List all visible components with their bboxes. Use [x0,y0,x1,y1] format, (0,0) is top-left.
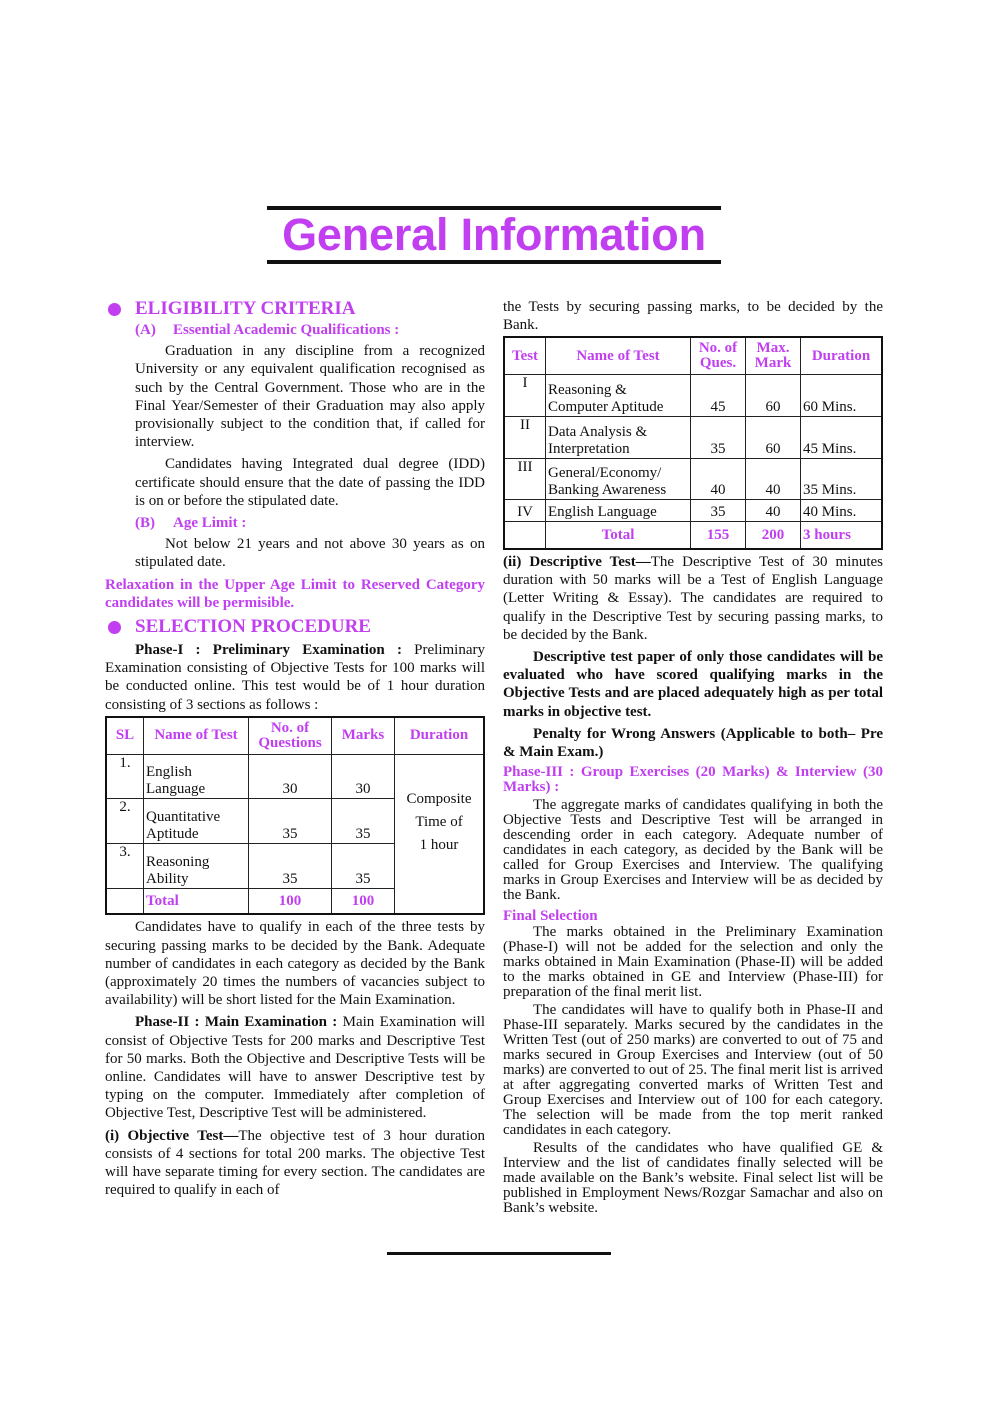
phase3-paragraph: The aggregate marks of candidates qualifying in both the Objective Tests and Descriptive Test will be arranged in descending order in each category. Adequate number of candidates in each category, as decided by the Bank will be called for Group Exercises and Interview. The qualifying marks in Group Exercises and Interview will be as decided by the Bank. [503,797,883,904]
objective-text: The objective test of 3 hour duration consists of 4 sections for total 200 marks. The objective Test will have separate timing for every section. The candidates are required to qualify in each of [105,1127,485,1199]
header-duration: Duration [801,337,883,375]
qualifications-subheading [105,321,485,339]
cell-questions: 35 [249,843,332,888]
duration-line: Composite [406,791,472,808]
subheading-label: (A) [135,322,156,338]
bullet-icon [108,621,121,634]
table-row [504,500,882,522]
final-selection-heading: Final Selection [503,908,598,925]
cell-empty [504,522,546,549]
name-line: Aptitude [146,825,199,842]
selection-heading-text: SELECTION PROCEDURE [135,616,371,638]
cell-duration: 35 Mins. [801,459,883,500]
header-duration: Duration [395,717,485,755]
table-header-row [504,337,882,375]
continued-paragraph: the Tests by securing passing marks, to be decided by the Bank. [503,299,883,334]
phase2-text: Main Examination will consist of Objective Tests for 200 marks and Descriptive Test for 50 marks. Both the Objective and Descriptive Tests will be online. Candidates will have to answer Descriptive test by typing on the computer. Immediately after completion of Objective Test, Descriptive Test will be administered. [105,1014,485,1122]
page-title-block [267,206,721,264]
header-name: Name of Test [546,337,691,375]
header-marks: Max. Mark [746,337,801,375]
eligibility-heading [105,298,485,320]
name-line: Language [146,780,206,797]
selection-heading [105,616,485,638]
penalty-note: Penalty for Wrong Answers (Applicable to both– Pre & Main Exam.) [503,725,883,760]
cell-marks: 40 [746,459,801,500]
cell-name [144,843,249,888]
cell-sl: 1. [106,754,144,798]
phase3-heading: Phase-III : Group Exercises (20 Marks) & Interview (30 Marks) : [503,764,883,796]
name-line: Computer Aptitude [548,399,664,416]
eligibility-heading-text: ELIGIBILITY CRITERIA [135,298,356,319]
name-line: Data Analysis & [548,424,648,441]
final-paragraph-3: Results of the candidates who have qualified GE & Interview and the list of candidates finally selected will be made available on the Bank’s website. Final select list will be published in Employment News/Rozgar Samachar and also on Bank’s website. [503,1140,883,1217]
cell-duration: 60 Mins. [801,375,883,417]
cell-questions: 35 [691,500,746,522]
total-marks: 100 [332,888,395,914]
cell-marks: 30 [332,754,395,798]
phase2-paragraph [105,1013,485,1122]
total-marks: 200 [746,522,801,549]
cell-questions: 40 [691,459,746,500]
table-row [106,754,484,798]
cell-empty [106,888,144,914]
name-line: General/Economy/ [548,465,662,482]
objective-label: (i) Objective Test— [105,1127,239,1144]
cell-test: I [504,375,546,417]
cell-name [546,417,691,459]
cell-name [546,375,691,417]
cell-marks: 35 [332,798,395,843]
cell-questions: 35 [691,417,746,459]
duration-line: 1 hour [419,837,459,854]
header-sl: SL [106,717,144,755]
age-limit-paragraph: Not below 21 years and not above 30 years as on stipulated date. [135,536,485,571]
name-line: Reasoning & [548,382,627,399]
total-duration: 3 hours [801,522,883,549]
bullet-icon [108,303,121,316]
header-questions: No. of Ques. [691,337,746,375]
cell-marks: 35 [332,843,395,888]
cell-sl: 3. [106,843,144,888]
name-line: Reasoning [146,853,210,870]
duration-line: Time of [415,814,463,831]
phase1-label: Phase-I : Preliminary Examination : [135,642,402,659]
objective-test-paragraph [105,1127,485,1200]
name-line: Quantitative [146,808,221,825]
cell-test: II [504,417,546,459]
cell-test: IV [504,500,546,522]
cell-duration: 40 Mins. [801,500,883,522]
idd-paragraph: Candidates having Integrated dual degree (IDD) certificate should ensure that the date of passing the IDD is on or before the stipulated date. [135,456,485,509]
header-marks: Marks [332,717,395,755]
right-column [503,298,883,1216]
table-row [504,375,882,417]
total-questions: 155 [691,522,746,549]
subheading-title: Essential Academic Qualifications : [173,322,400,338]
final-paragraph-1: The marks obtained in the Preliminary Examination (Phase-I) will not be added for the selection and only the marks obtained in Main Examination (Phase-II) will be added to the marks obtained in GE and Interview (Phase-III) for preparation of the final merit list. [503,924,883,1001]
header-questions: No. of Questions [249,717,332,755]
cell-marks: 60 [746,375,801,417]
final-paragraph-2: The candidates will have to qualify both in Phase-II and Phase-III separately. Marks secured by the candidates in the Written Test (out of 250 marks) are converted to out of 75 and marks secured in Group Exercises and Interview (out of 50 marks) are converted to out of 25. The final merit list is arrived at after aggregating converted marks of Written Test and Group Exercises and Interview out of 100 for each category. The selection will be made from the top merit ranked candidates in each category. [503,1002,883,1139]
subheading-title: Age Limit : [173,515,247,532]
left-column [105,298,485,1199]
table-header-row [106,717,484,755]
phase1-paragraph [105,641,485,714]
table-total-row [504,522,882,549]
name-line: Interpretation [548,441,630,458]
descriptive-test-paragraph [503,553,883,644]
cell-questions: 35 [249,798,332,843]
age-limit-subheading [105,514,485,532]
phase1-text: Preliminary Examination consisting of Objective Tests for 100 marks will be conducted online. This test would be of 1 hour duration consisting of 3 sections as follows : [105,642,485,713]
cell-questions: 45 [691,375,746,417]
bottom-divider [387,1252,611,1255]
cell-duration [395,754,485,914]
descriptive-note: Descriptive test paper of only those candidates will be evaluated who have scored qualifying marks in the Objective Tests and are placed adequately high as per total marks in objective test. [503,648,883,720]
name-line: Ability [146,870,189,887]
cell-marks: 60 [746,417,801,459]
phase2-label: Phase-II : Main Examination : [135,1014,338,1031]
shortlist-paragraph: Candidates have to qualify in each of the three tests by securing passing marks to be decided by the Bank. Adequate number of candidates in each category as decided by the Bank (approximately 20 times the numbers of vacancies subject to availability) will be short listed for the Main Examination. [105,919,485,1009]
cell-name [144,798,249,843]
cell-sl: 2. [106,798,144,843]
total-label: Total [144,888,249,914]
header-test: Test [504,337,546,375]
cell-name: English Language [546,500,691,522]
name-line: English [146,763,192,780]
main-exam-table [503,336,883,550]
cell-name [546,459,691,500]
relaxation-note: Relaxation in the Upper Age Limit to Reserved Category candidates will be permisible. [105,576,485,611]
descriptive-text: The Descriptive Test of 30 minutes duration with 50 marks will be a Test of English Language (Letter Writing & Essay). The candidates are required to qualify in the Descriptive Test by securing passing marks, to be decided by the Bank. [503,553,883,643]
cell-name [144,754,249,798]
total-questions: 100 [249,888,332,914]
table-row [504,417,882,459]
descriptive-label: (ii) Descriptive Test— [503,553,651,570]
cell-test: III [504,459,546,500]
name-line: Banking Awareness [548,482,667,499]
page-title: General Information [282,209,706,260]
table-row [504,459,882,500]
prelim-table [105,716,485,916]
cell-marks: 40 [746,500,801,522]
header-name: Name of Test [144,717,249,755]
qualifications-paragraph: Graduation in any discipline from a recognized University or any equivalent qualification recognised as such by the Central Government. Those who are in the Final Year/Semester of their Graduation may also apply provisionally subject to the condition that, if called for interview. [135,343,485,451]
cell-duration: 45 Mins. [801,417,883,459]
subheading-label: (B) [135,515,155,532]
total-label: Total [546,522,691,549]
cell-questions: 30 [249,754,332,798]
